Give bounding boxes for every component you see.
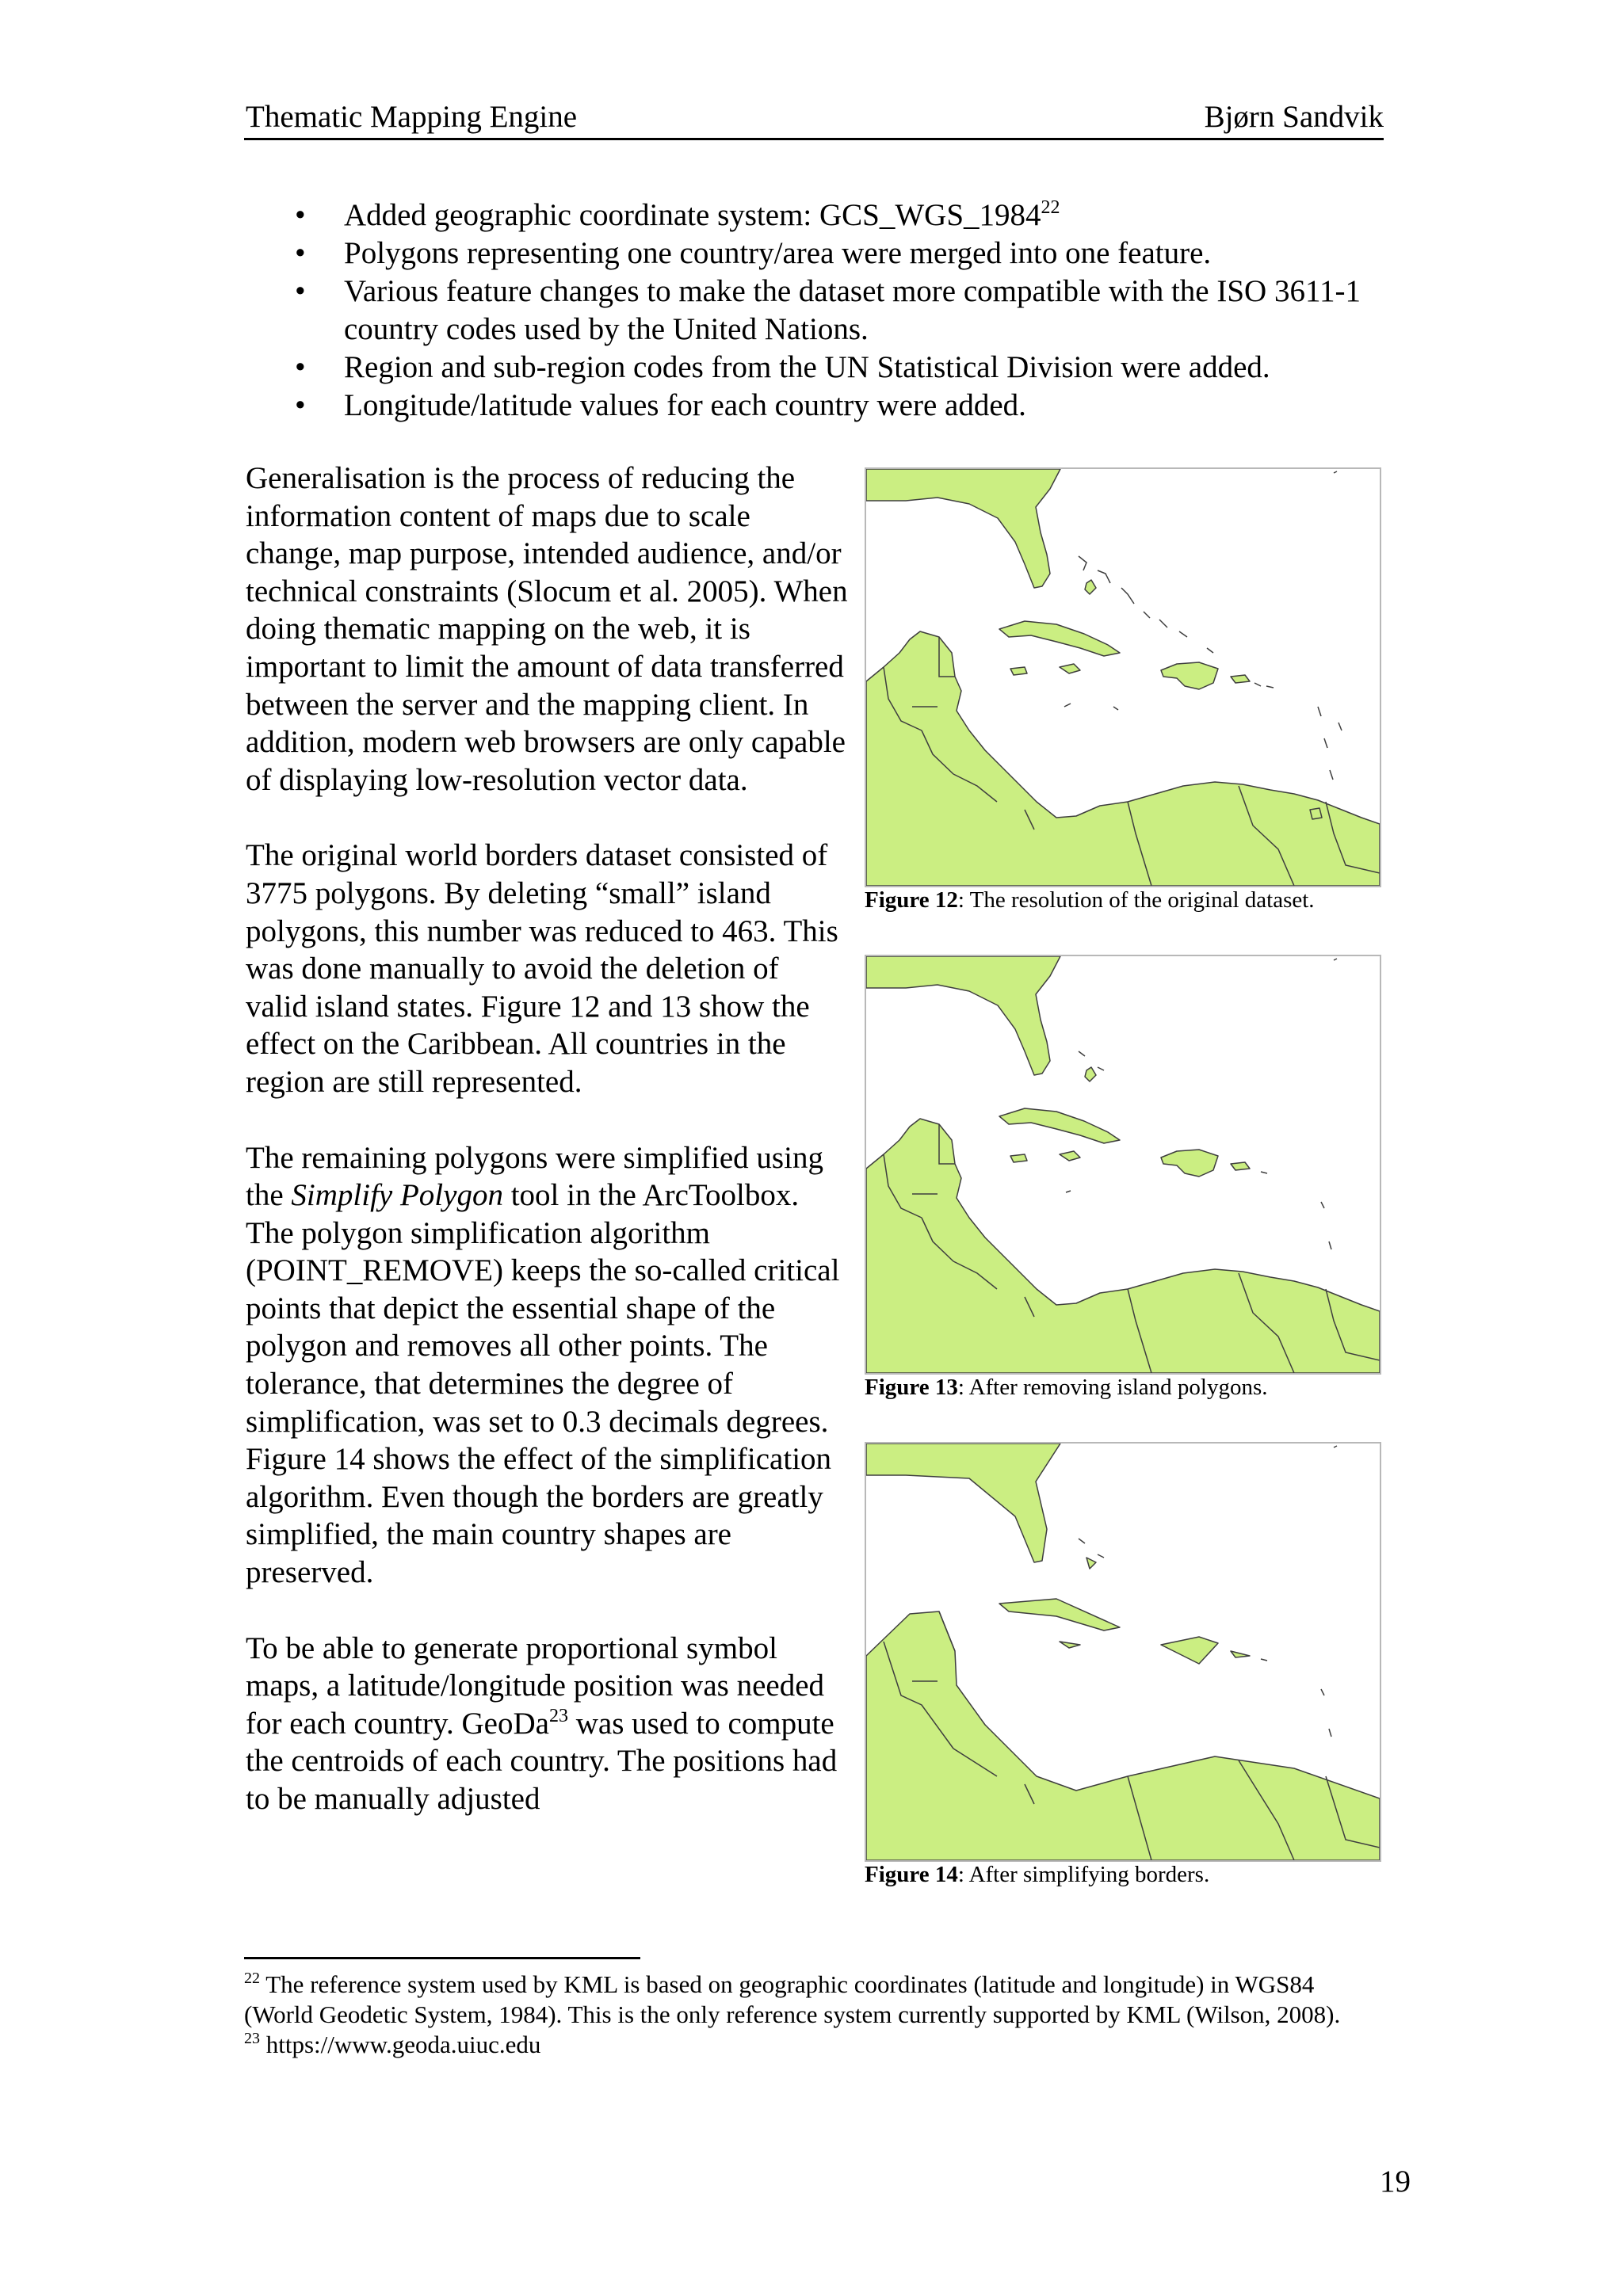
caribbean-map-reduced: [866, 956, 1380, 1373]
bullet-symbol: •: [295, 274, 306, 308]
footnotes: [244, 1970, 1369, 2060]
bullet-text: Various feature changes to make the dataset more compatible with the ISO 3611-1 country codes used by the United Nations.: [344, 274, 1361, 346]
figure-12-map: [865, 467, 1381, 887]
bullet-text: Added geographic coordinate system: GCS_WGS_1984: [344, 198, 1041, 232]
bullet-list: [295, 196, 1404, 425]
tool-name: Simplify Polygon: [291, 1178, 503, 1213]
bullet-item: [295, 387, 1404, 425]
bullet-symbol: •: [295, 388, 306, 422]
paragraph-generalisation: Generalisation is the process of reducing the information content of maps due to scale change, map purpose, intended audience, and/or technical constraints (Slocum et al. 2005). When doing thematic mapping on the web, it is important to limit the amount of data transferred between the server and the mapping client. In addition, modern web browsers are only capable of displaying low-resolution vector data.: [246, 461, 848, 797]
footnote-number: 22: [244, 1970, 260, 1987]
caribbean-map-simplified: [866, 1444, 1380, 1860]
footnote-23: $^{23}$ https://www.geoda.uiuc.edu: [244, 2030, 541, 2058]
bullet-item: [295, 235, 1404, 273]
figure-label: Figure 13: [865, 1375, 958, 1400]
body-text-column: [246, 460, 848, 1818]
bullet-text: Longitude/latitude values for each country were added.: [344, 388, 1026, 422]
paragraph-simplification: The remaining polygons were simplified using the Simplify Polygon tool in the ArcToolbox. The polygon simplification algorithm (POINT_REMOVE) keeps the so-called critical points that depict the essential shape of the polygon and removes all other points. The tolerance, that determines the degree of simplification, was set to 0.3 decimals degrees. Figure 14 shows the effect of the simplification algorithm. Even though the borders are greatly simplified, the main country shapes are preserved.: [246, 1140, 840, 1590]
footnote-rule: [244, 1957, 640, 1959]
figure-13-caption: Figure 13: After removing island polygons.: [865, 1375, 1268, 1400]
bullet-item: [295, 273, 1404, 349]
bullet-symbol: •: [295, 198, 306, 232]
figure-label: Figure 14: [865, 1862, 958, 1887]
bullet-symbol: •: [295, 236, 306, 270]
bullet-text: Polygons representing one country/area were merged into one feature.: [344, 236, 1212, 270]
figure-13-map: [865, 955, 1381, 1375]
bullet-text: Region and sub-region codes from the UN Statistical Division were added.: [344, 350, 1270, 384]
footnote-number: 23: [244, 2030, 260, 2047]
header-rule: [244, 138, 1384, 140]
caribbean-map-original: [866, 469, 1380, 886]
running-header-author: Bjørn Sandvik: [1204, 100, 1384, 134]
paragraph-polygons: The original world borders dataset consisted of 3775 polygons. By deleting “small” island polygons, this number was reduced to 463. This was done manually to avoid the deletion of valid island states. Figure 12 and 13 show the effect on the Caribbean. All countries in the region are still represented.: [246, 838, 838, 1099]
paragraph-centroids: To be able to generate proportional symbol maps, a latitude/longitude position was needed for each country. GeoDa$^{23}$ was used to compute the centroids of each country. The positions had to be manually adjusted: [246, 1630, 838, 1816]
bullet-symbol: •: [295, 350, 306, 384]
bullet-item: [295, 349, 1404, 387]
figure-12-caption: Figure 12: The resolution of the original dataset.: [865, 887, 1315, 913]
footnote-ref: 23: [548, 1705, 568, 1726]
figure-14-caption: Figure 14: After simplifying borders.: [865, 1862, 1210, 1887]
footnote-ref: 22: [1041, 197, 1060, 218]
bullet-item: [295, 196, 1404, 235]
figure-14-map: [865, 1442, 1381, 1862]
page-number: 19: [1380, 2164, 1411, 2199]
running-header-title: Thematic Mapping Engine: [246, 100, 578, 134]
figure-label: Figure 12: [865, 887, 958, 913]
footnote-22: $^{22}$ The reference system used by KML is based on geographic coordinates (latitude and longitude) in WGS84 (World Geodetic System, 1984). This is the only reference system currently supported by KML (Wilson, 2008).: [244, 1970, 1341, 2028]
